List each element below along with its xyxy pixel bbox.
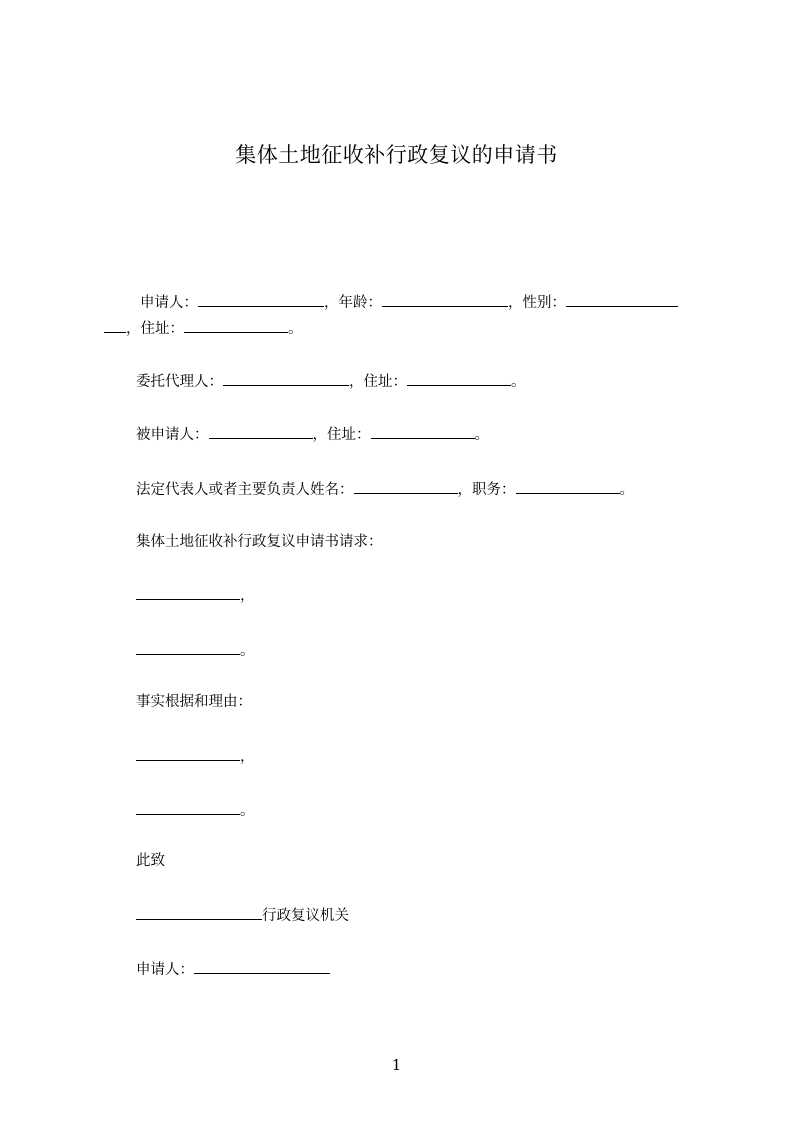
request-comma: ， — [240, 588, 255, 604]
request-line-1 — [136, 585, 255, 606]
legal-rep-line — [136, 479, 634, 500]
request-blank-2[interactable] — [136, 640, 240, 655]
applicant-name-blank[interactable] — [198, 292, 324, 307]
facts-comma: ， — [240, 749, 255, 765]
age-blank[interactable] — [382, 292, 508, 307]
agent-address-label: ，住址： — [349, 374, 407, 390]
document-title: 集体土地征收补行政复议的申请书 — [235, 143, 558, 167]
gender-blank[interactable] — [566, 292, 678, 307]
facts-line-1 — [136, 746, 255, 767]
respondent-address-label: ，住址： — [312, 427, 371, 443]
authority-label: 行政复议机关 — [262, 908, 349, 924]
respondent-line — [136, 424, 489, 445]
request-blank-1[interactable] — [136, 585, 240, 600]
requests-heading: 集体土地征收补行政复议申请书请求： — [136, 534, 383, 550]
signature-blank[interactable] — [194, 959, 330, 974]
page-number: 1 — [391, 1056, 402, 1074]
respondent-label: 被申请人： — [136, 427, 209, 443]
respondent-name-blank[interactable] — [209, 424, 313, 439]
agent-name-blank[interactable] — [223, 371, 349, 386]
request-period: 。 — [240, 643, 255, 659]
gender-blank-continued[interactable] — [104, 318, 126, 333]
facts-period: 。 — [240, 803, 255, 819]
agent-address-blank[interactable] — [407, 371, 511, 386]
legal-rep-name-blank[interactable] — [354, 479, 458, 494]
legal-rep-label: 法定代表人或者主要负责人姓名： — [136, 482, 354, 498]
signature-line — [136, 959, 330, 980]
signature-label: 申请人： — [136, 962, 194, 978]
legal-rep-period: 。 — [619, 482, 634, 498]
applicant-address-label: ，住址： — [126, 321, 184, 337]
agent-label: 委托代理人： — [136, 374, 223, 390]
gender-label: ，性别： — [508, 295, 566, 311]
request-line-2 — [136, 640, 255, 661]
facts-heading: 事实根据和理由： — [136, 694, 252, 710]
authority-line — [136, 905, 349, 926]
age-label: ，年龄： — [324, 295, 382, 311]
position-label: ，职务： — [457, 482, 516, 498]
salutation: 此致 — [136, 853, 165, 869]
applicant-line — [140, 292, 678, 313]
respondent-address-blank[interactable] — [371, 424, 475, 439]
facts-line-2 — [136, 800, 255, 821]
respondent-period: 。 — [474, 427, 489, 443]
applicant-period: 。 — [288, 321, 303, 337]
applicant-line-continued — [104, 318, 303, 339]
facts-blank-1[interactable] — [136, 746, 240, 761]
position-blank[interactable] — [516, 479, 620, 494]
authority-blank[interactable] — [136, 905, 262, 920]
agent-line — [136, 371, 526, 392]
applicant-address-blank[interactable] — [184, 318, 288, 333]
applicant-label: 申请人： — [140, 295, 198, 311]
agent-period: 。 — [511, 374, 526, 390]
facts-blank-2[interactable] — [136, 800, 240, 815]
